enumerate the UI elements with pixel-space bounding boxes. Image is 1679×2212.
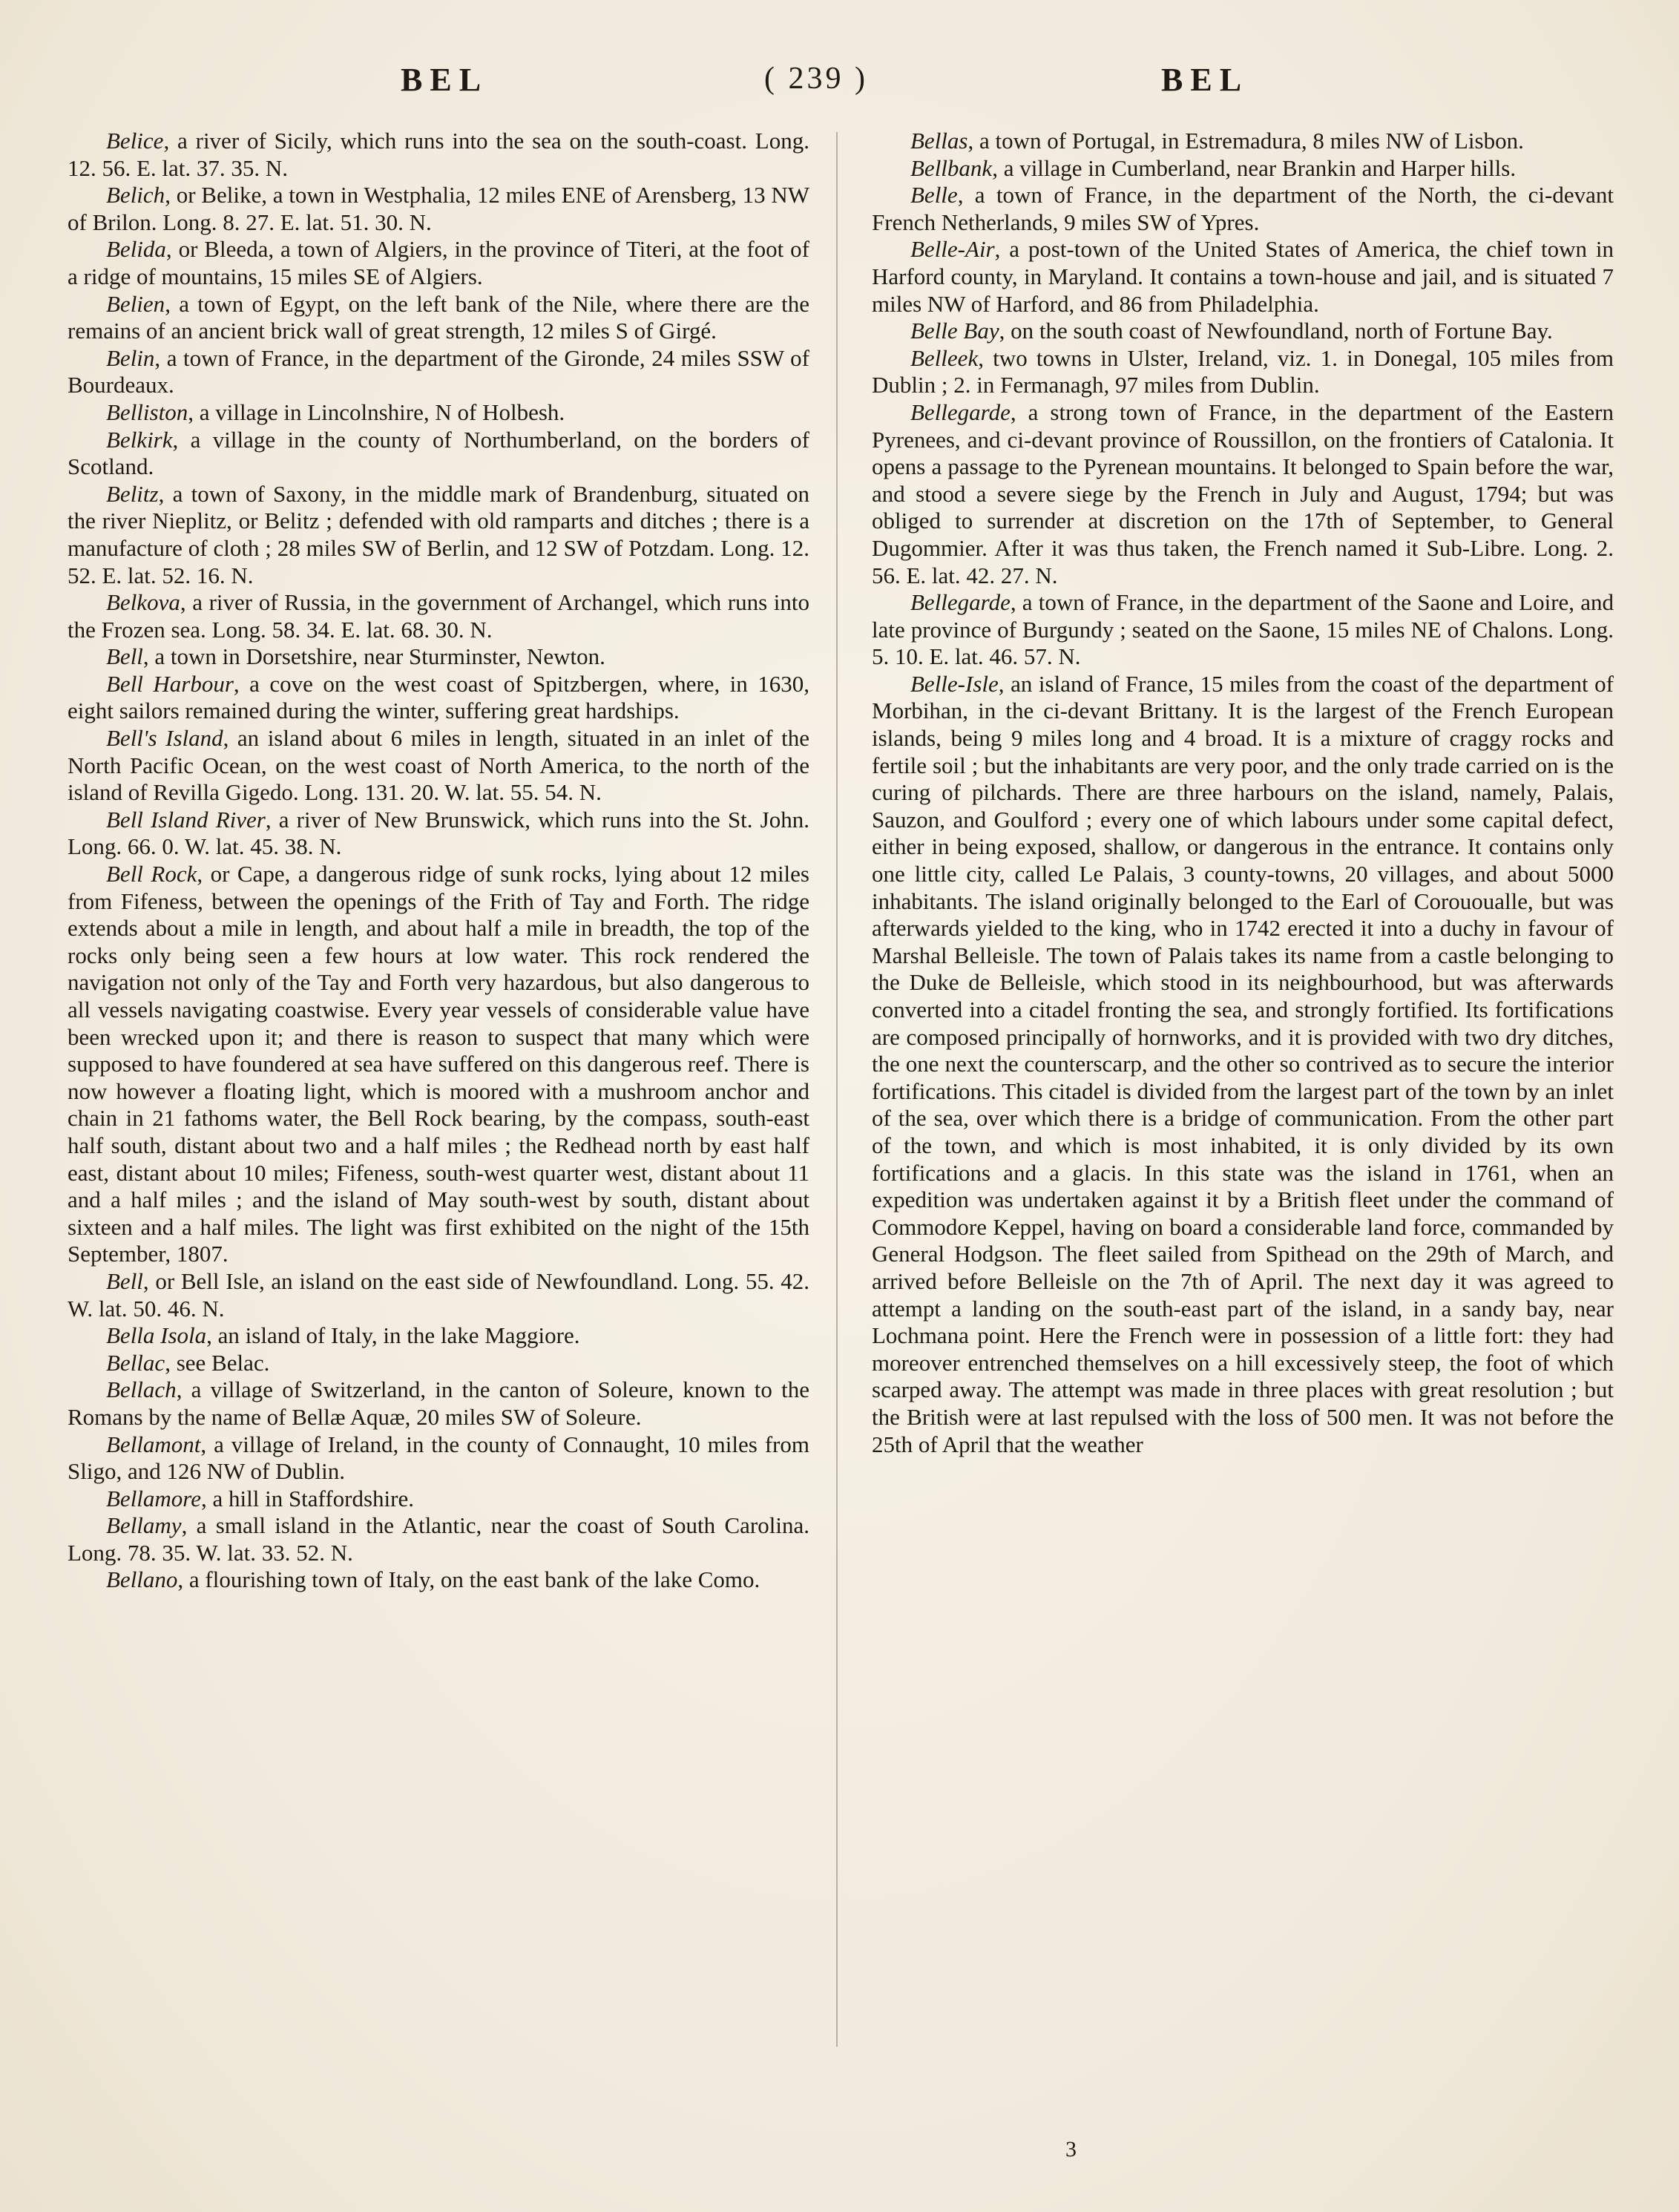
gazetteer-entry	[872, 589, 1614, 671]
entry-term: Bellach	[106, 1376, 177, 1403]
gazetteer-entry	[68, 1431, 809, 1486]
gazetteer-entry	[68, 861, 809, 1268]
entry-text: , a post-town of the United States of America, the chief town in Harford county, in Maryland. It contains a town-house and jail, and is situated 7 miles NW of Harford, and 86 from Philadelphia.	[872, 236, 1614, 317]
entry-text: , a river of Sicily, which runs into the sea on the south-coast. Long. 12. 56. E. lat. 37. 35. N.	[68, 128, 809, 181]
entry-text: , a strong town of France, in the department of the Eastern Pyrenees, and ci-devant province of Roussillon, on the frontiers of Catalonia. It opens a passage to the Pyrenean mountains. It belonged to Spain before the war, and stood a severe siege by the French in July and August, 1794; but was obliged to surrender at discretion on the 17th of September, to General Dugommier. After it was thus taken, the French named it Sub-Libre. Long. 2. 56. E. lat. 42. 27. N.	[872, 398, 1614, 588]
gazetteer-entry	[68, 725, 809, 807]
entry-text: , two towns in Ulster, Ireland, viz. 1. in Donegal, 105 miles from Dublin ; 2. in Fermanagh, 97 miles from Dublin.	[872, 344, 1614, 398]
entry-text: , a village of Switzerland, in the canton of Soleure, known to the Romans by the name of Bellæ Aquæ, 20 miles SW of Soleure.	[68, 1376, 809, 1430]
gazetteer-entry	[68, 671, 809, 725]
gazetteer-entry	[68, 643, 809, 671]
gazetteer-entry	[68, 427, 809, 481]
gazetteer-entry	[68, 589, 809, 643]
column-divider	[836, 132, 838, 2047]
gazetteer-entry	[68, 807, 809, 861]
entry-text: , a town of Portugal, in Estremadura, 8 miles NW of Lisbon.	[967, 128, 1524, 154]
gazetteer-entry	[68, 345, 809, 399]
entry-term: Bellegarde	[910, 398, 1011, 425]
entry-text: , a town of Egypt, on the left bank of the Nile, where there are the remains of an ancient brick wall of great strength, 12 miles S of Girgé.	[68, 290, 809, 344]
entry-text: , see Belac.	[165, 1349, 270, 1376]
entry-text: , an island of France, 15 miles from the coast of the department of Morbihan, in the ci-devant Brittany. It is the largest of the French European islands, being 9 miles long and 4 broad. It is a mixture of craggy rocks and fertile soil ; but the inhabitants are very poor, and the only trade carried on is the curing of pilchards. There are three harbours on the island, namely, Palais, Sauzon, and Goulford ; every one of which labours under some capital defect, either in being exposed, shallow, or dangerous in the entrance. It contains only one little city, called Le Palais, 3 county-towns, 20 villages, and about 5000 inhabitants. The island originally belonged to the Earl of Corououalle, but was afterwards yielded to the king, who in 1742 erected it into a duchy in favour of Marshal Belleisle. The town of Palais takes its name from a castle belonging to the Duke de Belleisle, which stood in its neighbourhood, but was afterwards converted into a citadel fronting the sea, and strongly fortified. Its fortifications are composed principally of hornworks, and it is provided with two dry ditches, the one next the counterscarp, and the other so contrived as to secure the interior fortifications. This citadel is divided from the largest part of the town by an inlet of the sea, over which there is a bridge of communication. From the other part of the town, and which is most inhabited, it is only divided by its own fortifications and a glacis. In this state was the island in 1761, when an expedition was undertaken against it by a British fleet under the command of Commodore Keppel, having on board a considerable land force, commanded by General Hodgson. The fleet sailed from Spithead on the 29th of March, and arrived before Belleisle on the 7th of April. The next day it was agreed to attempt a landing on the south-east part of the island, in a sandy bay, near Lochmana point. Here the French were in possession of a little fort: they had moreover entrenched themselves on a hill excessively steep, the foot of which scarped away. The attempt was made in three places with great resolution ; but the British were at last repulsed with the loss of 500 men. It was not before the 25th of April that the weather	[872, 670, 1614, 1457]
entry-text: , a village in Lincolnshire, N of Holbesh.	[188, 398, 565, 425]
running-head-right: BEL	[1161, 62, 1249, 98]
entry-term: Bell Harbour	[106, 670, 234, 697]
gazetteer-entry	[872, 128, 1614, 155]
gazetteer-entry	[68, 1350, 809, 1377]
gazetteer-entry	[872, 318, 1614, 345]
entry-term: Bell	[106, 1267, 143, 1294]
entry-term: Belida	[106, 236, 166, 263]
gazetteer-entry	[872, 155, 1614, 183]
entry-term: Bellac	[106, 1349, 165, 1376]
entry-term: Bellamy	[106, 1512, 182, 1539]
gazetteer-entry	[68, 399, 809, 427]
page-number: ( 239 )	[764, 62, 868, 96]
gazetteer-entry	[68, 1322, 809, 1350]
entry-text: , on the south coast of Newfoundland, north of Fortune Bay.	[999, 318, 1553, 344]
gazetteer-entry	[68, 1566, 809, 1594]
left-column	[68, 128, 809, 1594]
gazetteer-entry	[68, 128, 809, 182]
gazetteer-entry	[68, 236, 809, 290]
entry-term: Belin	[106, 344, 155, 371]
entry-text: , an island of Italy, in the lake Maggiore.	[206, 1322, 580, 1349]
gazetteer-entry	[68, 1376, 809, 1431]
entry-term: Belich	[106, 182, 165, 209]
right-column	[872, 128, 1614, 1458]
entry-text: , a village in Cumberland, near Brankin and Harper hills.	[992, 154, 1517, 181]
entry-text: , or Belike, a town in Westphalia, 12 miles ENE of Arensberg, 13 NW of Brilon. Long. 8. 27. E. lat. 51. 30. N.	[68, 182, 809, 235]
entry-term: Belice	[106, 128, 164, 154]
entry-term: Belitz	[106, 480, 159, 507]
entry-term: Bell	[106, 643, 143, 670]
entry-text: , a river of New Brunswick, which runs into the St. John. Long. 66. 0. W. lat. 45. 38. N.	[68, 806, 809, 860]
entry-text: , a cove on the west coast of Spitzbergen, where, in 1630, eight sailors remained during the winter, suffering great hardships.	[68, 670, 810, 724]
entry-text: , an island about 6 miles in length, situated in an inlet of the North Pacific Ocean, on the west coast of North America, to the north of the island of Revilla Gigedo. Long. 131. 20. W. lat. 55. 54. N.	[68, 725, 809, 806]
running-head-left: BEL	[401, 62, 489, 98]
entry-text: , a village in the county of Northumberland, on the borders of Scotland.	[68, 426, 809, 480]
entry-text: , a flourishing town of Italy, on the east bank of the lake Como.	[177, 1566, 760, 1593]
entry-term: Belien	[106, 290, 165, 317]
entry-term: Belleek	[910, 344, 979, 371]
entry-text: , a river of Russia, in the government of Archangel, which runs into the Frozen sea. Long. 58. 34. E. lat. 68. 30. N.	[68, 589, 809, 643]
entry-term: Belkirk	[106, 426, 173, 453]
gazetteer-entry	[68, 1512, 809, 1566]
entry-text: , a hill in Staffordshire.	[200, 1485, 414, 1512]
entry-term: Bella Isola	[106, 1322, 207, 1349]
entry-text: , a town in Dorsetshire, near Sturminster, Newton.	[142, 643, 605, 670]
entry-term: Belle-Air	[910, 236, 995, 263]
entry-text: , or Bleeda, a town of Algiers, in the province of Titeri, at the foot of a ridge of mountains, 15 miles SE of Algiers.	[68, 236, 809, 289]
entry-term: Bellas	[910, 128, 968, 154]
entry-text: , a village of Ireland, in the county of Connaught, 10 miles from Sligo, and 126 NW of Dublin.	[68, 1431, 809, 1485]
entry-text: , a town of France, in the department of the North, the ci-devant French Netherlands, 9 miles SW of Ypres.	[872, 182, 1614, 235]
entry-text: , a small island in the Atlantic, near the coast of South Carolina. Long. 78. 35. W. lat. 33. 52. N.	[68, 1512, 809, 1566]
gazetteer-entry	[872, 182, 1614, 236]
gazetteer-entry	[872, 399, 1614, 589]
entry-term: Bellano	[106, 1566, 178, 1593]
entry-term: Belliston	[106, 398, 188, 425]
signature-mark: 3	[1065, 2137, 1077, 2162]
gazetteer-entry	[68, 291, 809, 345]
entry-term: Bell Island River	[106, 806, 266, 833]
entry-term: Belle Bay	[910, 318, 999, 344]
entry-term: Belle-Isle	[910, 670, 999, 697]
entry-term: Belle	[910, 182, 958, 209]
entry-term: Bellamont	[106, 1431, 201, 1457]
entry-term: Belkova	[106, 589, 180, 616]
gazetteer-entry	[68, 182, 809, 236]
gazetteer-entry	[872, 671, 1614, 1458]
gazetteer-entry	[872, 236, 1614, 318]
entry-text: , or Cape, a dangerous ridge of sunk rocks, lying about 12 miles from Fifeness, between the openings of the Frith of Tay and Forth. The ridge extends about a mile in length, and about half a mile in breadth, the top of the rocks only being seen a few hours at low water. This rock rendered the navigation not only of the Tay and Forth very hazardous, but also dangerous to all vessels navigating coastwise. Every year vessels of considerable value have been wrecked upon it; and there is reason to suspect that many which were supposed to have foundered at sea have suffered on this dangerous reef. There is now however a floating light, which is moored with a mushroom anchor and chain in 21 fathoms water, the Bell Rock bearing, by the compass, south-east half south, distant about two and a half miles ; the Redhead north by east half east, distant about 10 miles; Fifeness, south-west quarter west, distant about 11 and a half miles ; and the island of May south-west by south, distant about sixteen and a half miles. The light was first exhibited on the night of the 15th September, 1807.	[68, 861, 809, 1267]
page-header	[0, 61, 1679, 113]
gazetteer-entry	[68, 1268, 809, 1322]
entry-text: , a town of France, in the department of the Saone and Loire, and late province of Burgundy ; seated on the Saone, 15 miles NE of Chalons. Long. 5. 10. E. lat. 46. 57. N.	[872, 589, 1614, 670]
gazetteer-entry	[872, 345, 1614, 399]
entry-text: , or Bell Isle, an island on the east side of Newfoundland. Long. 55. 42. W. lat. 50. 46. N.	[68, 1267, 809, 1322]
entry-term: Bellegarde	[910, 589, 1011, 616]
gazetteer-entry	[68, 481, 809, 589]
entry-term: Bell Rock	[106, 861, 197, 887]
entry-text: , a town of Saxony, in the middle mark of Brandenburg, situated on the river Nieplitz, or Belitz ; defended with old ramparts and ditches ; there is a manufacture of cloth ; 28 miles SW of Berlin, and 12 SW of Potzdam. Long. 12. 52. E. lat. 52. 16. N.	[68, 480, 809, 588]
entry-term: Bellamore	[106, 1485, 201, 1512]
gazetteer-entry	[68, 1486, 809, 1513]
entry-term: Bell's Island	[106, 725, 223, 752]
entry-text: , a town of France, in the department of the Gironde, 24 miles SSW of Bourdeaux.	[68, 344, 809, 398]
entry-term: Bellbank	[910, 154, 993, 181]
